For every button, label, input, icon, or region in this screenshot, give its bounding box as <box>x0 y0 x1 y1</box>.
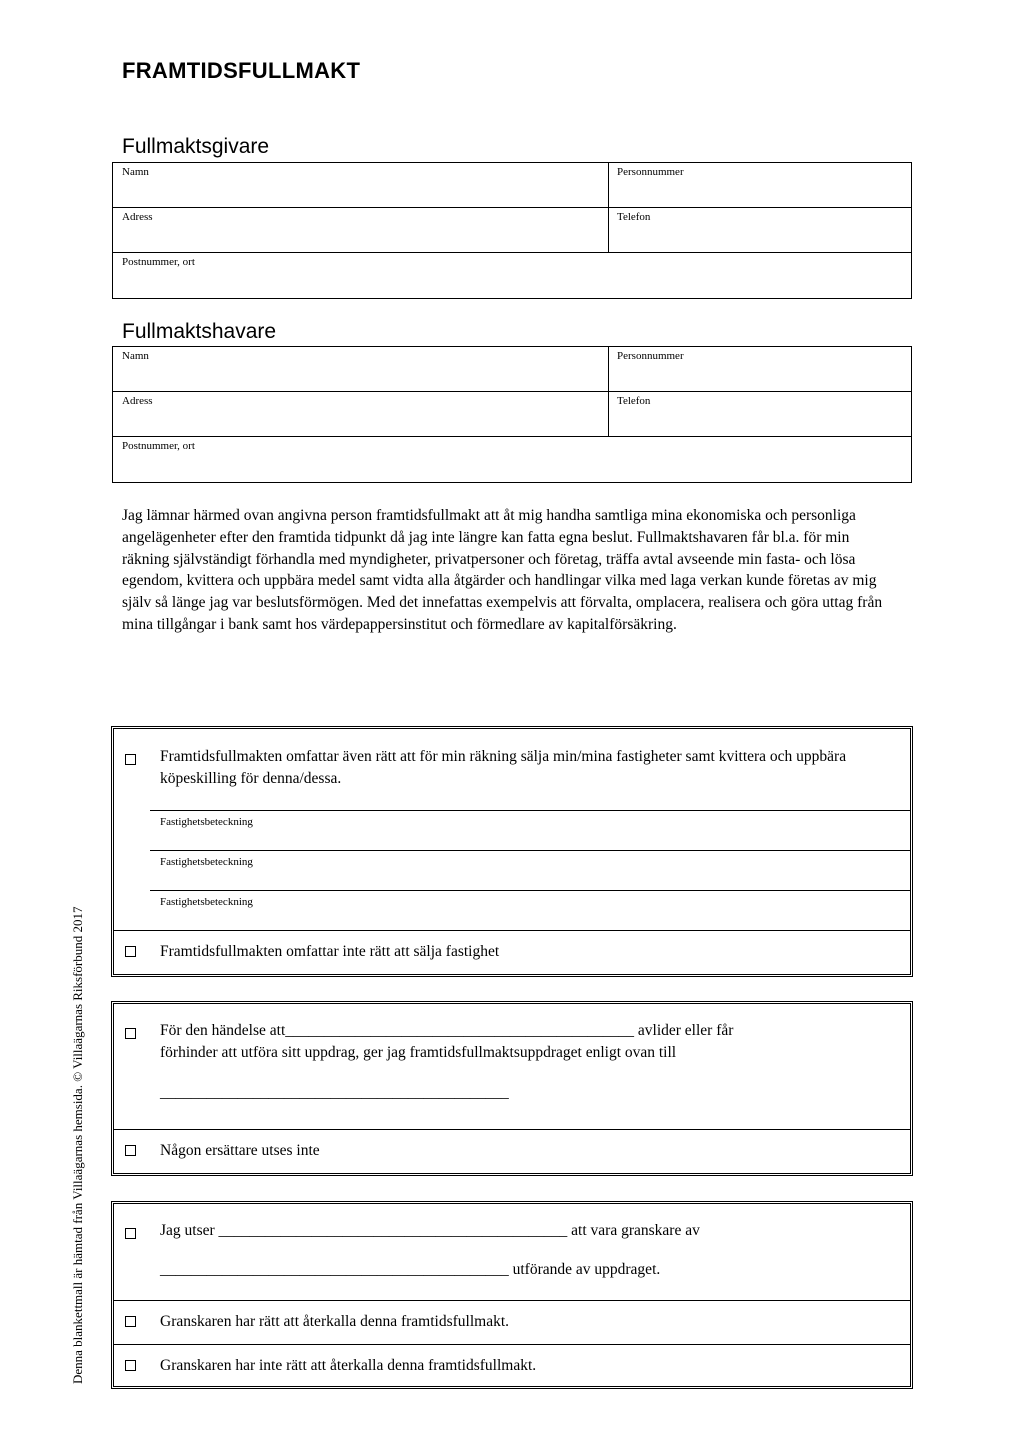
reviewer-no-revoke-checkbox[interactable] <box>125 1360 136 1371</box>
no-property-sale-checkbox[interactable] <box>125 946 136 957</box>
holder-pnr-label: Personnummer <box>617 350 684 362</box>
property-sale-checkbox[interactable] <box>125 754 136 765</box>
reviewer-line-1: Jag utser _____________________________________________ att vara granskare av <box>160 1222 700 1239</box>
holder-phone-label: Telefon <box>617 395 651 407</box>
giver-row-name <box>113 163 911 208</box>
giver-address-field[interactable] <box>113 208 609 252</box>
reviewer-revoke-text: Granskaren har rätt att återkalla denna framtidsfullmakt. <box>160 1313 510 1330</box>
property-sale-box <box>111 726 913 977</box>
no-substitute-option <box>114 1129 910 1173</box>
giver-heading: Fullmaktsgivare <box>122 135 270 158</box>
holder-address-field[interactable] <box>113 392 609 436</box>
holder-row-postal <box>113 437 911 482</box>
property-sale-option <box>114 729 910 930</box>
holder-name-label: Namn <box>122 350 149 362</box>
substitute-line-3[interactable]: _____________________________________________ <box>160 1084 509 1101</box>
reviewer-box <box>111 1201 913 1389</box>
holder-name-field[interactable] <box>113 347 609 391</box>
giver-row-address <box>113 208 911 253</box>
reviewer-no-revoke-option <box>114 1344 910 1386</box>
property-field-1[interactable] <box>150 810 910 828</box>
giver-address-label: Adress <box>122 211 153 223</box>
holder-table <box>112 346 912 483</box>
giver-row-postal <box>113 253 911 298</box>
giver-postal-label: Postnummer, ort <box>122 256 195 268</box>
reviewer-revoke-option <box>114 1300 910 1344</box>
document-title: FRAMTIDSFULLMAKT <box>122 58 361 83</box>
no-property-sale-option <box>114 930 910 974</box>
property-label-3: Fastighetsbeteckning <box>160 896 253 908</box>
holder-pnr-field[interactable] <box>609 347 911 391</box>
substitute-checkbox[interactable] <box>125 1028 136 1039</box>
property-label-1: Fastighetsbeteckning <box>160 816 253 828</box>
giver-phone-field[interactable] <box>609 208 911 252</box>
copyright-note: Denna blankettmall är hämtad från Villaägarnas hemsida. © Villaägarnas Riksförbund 2017 <box>70 906 85 1384</box>
reviewer-revoke-checkbox[interactable] <box>125 1316 136 1327</box>
giver-postal-field[interactable] <box>113 253 911 298</box>
holder-address-label: Adress <box>122 395 153 407</box>
holder-phone-field[interactable] <box>609 392 911 436</box>
no-substitute-text: Någon ersättare utses inte <box>160 1142 320 1159</box>
no-property-sale-text: Framtidsfullmakten omfattar inte rätt att sälja fastighet <box>160 943 500 960</box>
reviewer-line-2: _____________________________________________ utförande av uppdraget. <box>160 1261 661 1278</box>
holder-row-address <box>113 392 911 437</box>
giver-pnr-label: Personnummer <box>617 166 684 178</box>
substitute-line-2: förhinder att utföra sitt uppdrag, ger jag framtidsfullmaktsuppdraget enligt ovan till <box>160 1044 677 1061</box>
property-label-2: Fastighetsbeteckning <box>160 856 253 868</box>
holder-row-name <box>113 347 911 392</box>
giver-table <box>112 162 912 299</box>
substitute-line-1: För den händelse att_____________________________________________ avlider eller får <box>160 1022 734 1039</box>
no-substitute-checkbox[interactable] <box>125 1145 136 1156</box>
holder-postal-field[interactable] <box>113 437 911 482</box>
authorization-paragraph: Jag lämnar härmed ovan angivna person framtidsfullmakt att åt mig handha samtliga mina ekonomiska och personliga angelägenheter efter den framtida tidpunkt då jag inte längre kan fatta egna beslut. Fullmaktshavaren får bl.a. för min räkning självständigt förhandla med myndigheter, privatpersoner och företag, träffa avtal avseende min fasta- och lösa egendom, kvittera och uppbära medel samt vidta alla åtgärder och handlingar vilka med laga verkan kunde företas av mig själv så länge jag var beslutsförmögen. Med det innefattas exempelvis att förvalta, omplacera, realisera och göra uttag från mina tillgångar i bank samt hos värdepappersinstitut och förmedlare av kapitalförsäkring. <box>122 507 883 633</box>
giver-name-field[interactable] <box>113 163 609 207</box>
holder-postal-label: Postnummer, ort <box>122 440 195 452</box>
property-field-2[interactable] <box>150 850 910 868</box>
property-field-3[interactable] <box>150 890 910 908</box>
holder-heading: Fullmaktshavare <box>122 320 277 343</box>
giver-pnr-field[interactable] <box>609 163 911 207</box>
giver-name-label: Namn <box>122 166 149 178</box>
substitute-option <box>114 1004 910 1129</box>
reviewer-checkbox[interactable] <box>125 1228 136 1239</box>
property-sale-text: Framtidsfullmakten omfattar även rätt att för min räkning sälja min/mina fastigheter samt kvittera och uppbära köpeskilling för denna/dessa. <box>160 748 847 787</box>
giver-phone-label: Telefon <box>617 211 651 223</box>
reviewer-option <box>114 1204 910 1300</box>
substitute-box <box>111 1001 913 1176</box>
reviewer-no-revoke-text: Granskaren har inte rätt att återkalla denna framtidsfullmakt. <box>160 1357 537 1374</box>
